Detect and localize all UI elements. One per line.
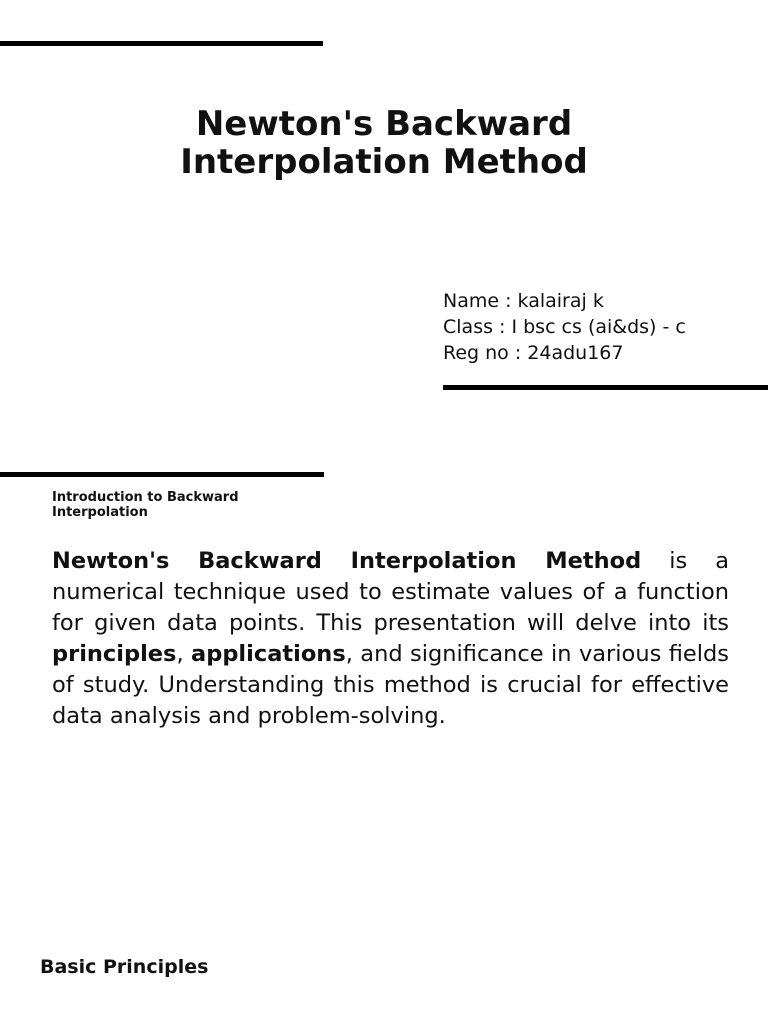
info-divider bbox=[443, 385, 768, 390]
basic-principles-heading: Basic Principles bbox=[40, 956, 209, 978]
intro-text-2: , bbox=[176, 641, 192, 667]
section-label-line-2: Interpolation bbox=[52, 505, 148, 520]
section-label-line-1: Introduction to Backward bbox=[52, 490, 239, 505]
top-divider bbox=[0, 41, 323, 46]
section-label bbox=[52, 490, 282, 520]
author-name: Name : kalairaj k bbox=[443, 290, 604, 312]
title-line-2: Interpolation Method bbox=[180, 142, 588, 182]
intro-text-1: is a numerical technique used to estimate values of a function for given data points. This presentation will delve into its bbox=[52, 548, 729, 636]
page-title bbox=[84, 105, 684, 181]
intro-text-3: , and significance in various fields of study. Understanding this method is crucial for effective data analysis and problem-solving. bbox=[52, 641, 729, 729]
author-info bbox=[443, 288, 686, 366]
title-line-1: Newton's Backward bbox=[195, 104, 573, 144]
intro-strong-principles: principles bbox=[52, 641, 177, 667]
author-class: Class : I bsc cs (ai&ds) - c bbox=[443, 316, 686, 338]
intro-paragraph bbox=[52, 546, 729, 732]
intro-strong-method: Newton's Backward Interpolation Method bbox=[52, 548, 642, 574]
author-reg-no: Reg no : 24adu167 bbox=[443, 342, 624, 364]
section-divider bbox=[0, 472, 324, 477]
intro-strong-applications: applications bbox=[191, 641, 346, 667]
